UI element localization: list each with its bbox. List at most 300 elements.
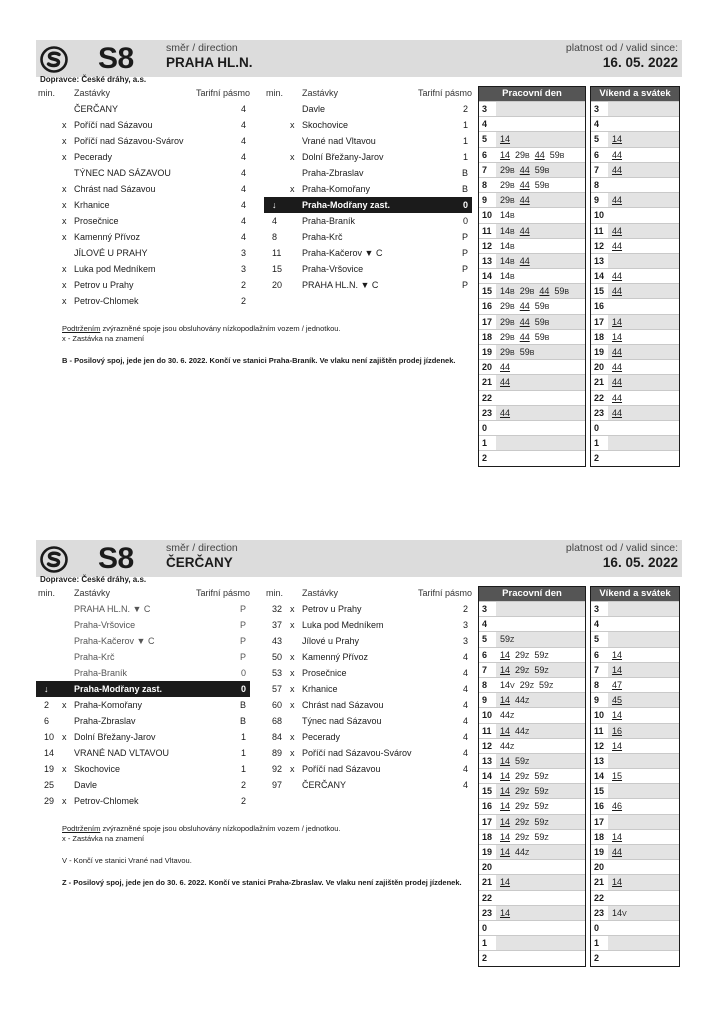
hour-cell: 6	[591, 148, 608, 162]
hour-cell: 4	[479, 617, 496, 631]
line-number: S8	[98, 42, 134, 75]
hour-cell: 4	[591, 117, 608, 131]
request-stop-mark: x	[290, 668, 295, 678]
minutes-cell	[608, 936, 679, 950]
tariff-zone: P	[461, 232, 468, 242]
tariff-zone: 0	[462, 200, 468, 210]
validity-label: platnost od / valid since:	[565, 42, 678, 54]
tariff-zone: P	[239, 652, 246, 662]
stop-row	[36, 665, 250, 681]
hour-cell: 19	[591, 845, 608, 859]
hour-row	[591, 677, 679, 692]
hour-row	[591, 616, 679, 631]
stop-row	[264, 697, 472, 713]
tariff-zone: 4	[240, 120, 246, 130]
request-stop-mark: x	[290, 120, 295, 130]
request-stop-mark: x	[290, 184, 295, 194]
hour-row	[479, 101, 585, 116]
tariff-zone: 4	[462, 748, 468, 758]
hour-cell: 9	[591, 693, 608, 707]
stop-name: Chrást nad Sázavou	[74, 184, 156, 194]
hour-cell: 7	[479, 163, 496, 177]
hour-row	[591, 768, 679, 783]
hour-row	[591, 783, 679, 798]
hour-cell: 11	[591, 224, 608, 238]
hour-cell: 6	[591, 648, 608, 662]
hour-cell: 10	[591, 208, 608, 222]
hour-row	[479, 329, 585, 344]
hour-row	[591, 253, 679, 268]
stop-name: Praha-Zbraslav	[74, 716, 136, 726]
hour-cell: 14	[591, 269, 608, 283]
minutes-cell: 14 59Z	[496, 754, 585, 768]
hour-cell: 17	[479, 315, 496, 329]
request-stop-mark: x	[62, 796, 67, 806]
hour-row	[479, 450, 585, 465]
minutes-cell: 14 29Z 59Z	[496, 784, 585, 798]
hour-row	[479, 662, 585, 677]
tariff-zone: 2	[240, 780, 246, 790]
stop-row	[36, 133, 250, 149]
hour-row	[479, 738, 585, 753]
stop-row	[264, 133, 472, 149]
tariff-zone: P	[239, 604, 246, 614]
hour-row	[591, 844, 679, 859]
minutes-cell: 14 44Z	[496, 693, 585, 707]
stop-row	[36, 149, 250, 165]
tariff-zone: 4	[240, 168, 246, 178]
hour-row	[479, 829, 585, 844]
hour-row	[479, 359, 585, 374]
minutes-cell	[608, 754, 679, 768]
tariff-zone: 4	[240, 184, 246, 194]
stop-row	[264, 665, 472, 681]
hour-cell: 19	[591, 345, 608, 359]
hour-row	[591, 738, 679, 753]
weekday-table	[478, 586, 586, 967]
hour-row	[479, 314, 585, 329]
stops-header	[264, 85, 472, 101]
lowfloor-note-underlined: Podtržením	[62, 824, 101, 833]
stop-row	[36, 213, 250, 229]
weekend-table-header: Víkend a svátek	[591, 587, 679, 601]
tariff-zone: 3	[462, 636, 468, 646]
stop-minutes: 68	[272, 716, 283, 726]
stop-name: Praha-Vršovice	[74, 620, 136, 630]
stop-row	[36, 633, 250, 649]
stop-minutes: 8	[272, 232, 278, 242]
minutes-cell: 14 44Z	[496, 724, 585, 738]
stop-row	[264, 229, 472, 245]
hour-row	[479, 874, 585, 889]
minutes-cell	[608, 632, 679, 646]
stops-header	[36, 85, 250, 101]
tariff-zone: 4	[462, 780, 468, 790]
hour-row	[479, 192, 585, 207]
hour-row	[591, 116, 679, 131]
minutes-cell: 44	[608, 224, 679, 238]
hour-cell: 18	[479, 830, 496, 844]
stop-row	[36, 617, 250, 633]
minutes-cell: 14V 29Z 59Z	[496, 678, 585, 692]
hour-cell: 5	[591, 632, 608, 646]
minutes-cell	[608, 421, 679, 435]
hour-cell: 7	[479, 663, 496, 677]
hour-row	[591, 874, 679, 889]
minutes-cell: 59Z	[496, 632, 585, 646]
hour-row	[591, 283, 679, 298]
tariff-zone: 1	[462, 136, 468, 146]
weekend-table-header: Víkend a svátek	[591, 87, 679, 101]
minutes-cell: 29B 44 59B	[496, 299, 585, 313]
stop-name: Poříčí nad Sázavou	[74, 120, 153, 130]
hour-cell: 20	[479, 360, 496, 374]
stop-minutes: 14	[44, 748, 55, 758]
tariff-zone: 2	[240, 280, 246, 290]
request-stop-mark: x	[62, 200, 67, 210]
hour-cell: 13	[479, 254, 496, 268]
stop-row	[264, 117, 472, 133]
hour-cell: 2	[479, 451, 496, 465]
tariff-zone: 2	[240, 796, 246, 806]
hour-row	[591, 238, 679, 253]
tariff-zone: 2	[240, 296, 246, 306]
request-stop-mark: x	[290, 620, 295, 630]
stop-name: Dolní Břežany-Jarov	[74, 732, 156, 742]
hour-cell: 0	[591, 421, 608, 435]
hour-row	[591, 390, 679, 405]
stop-row	[264, 245, 472, 261]
hour-cell: 9	[479, 193, 496, 207]
stop-minutes: 53	[272, 668, 283, 678]
minutes-cell: 14	[608, 315, 679, 329]
minutes-cell: 44Z	[496, 708, 585, 722]
stop-header: Zastávky	[302, 88, 339, 98]
minutes-cell	[496, 921, 585, 935]
minutes-cell: 29B 59B	[496, 345, 585, 359]
hour-row	[479, 298, 585, 313]
stop-row	[36, 745, 250, 761]
minutes-cell: 14 29Z 59Z	[496, 815, 585, 829]
stop-name: Kamenný Přívoz	[302, 652, 369, 662]
hour-cell: 3	[591, 602, 608, 616]
minutes-cell: 14	[608, 330, 679, 344]
hour-row	[479, 207, 585, 222]
extra-note: V - Končí ve stanici Vrané nad Vltavou.	[62, 856, 192, 865]
hour-cell: 21	[591, 375, 608, 389]
minutes-cell: 14	[496, 875, 585, 889]
minutes-cell	[608, 951, 679, 965]
tariff-zone: 1	[462, 120, 468, 130]
request-stop-mark: x	[62, 732, 67, 742]
tariff-zone: 4	[240, 152, 246, 162]
hour-cell: 1	[591, 436, 608, 450]
stop-row	[264, 601, 472, 617]
hour-cell: 5	[479, 632, 496, 646]
stop-minutes: 60	[272, 700, 283, 710]
hour-cell: 9	[479, 693, 496, 707]
tariff-zone: 1	[240, 748, 246, 758]
tariff-zone: 0	[462, 216, 468, 226]
stops-header	[264, 585, 472, 601]
minutes-cell	[608, 602, 679, 616]
minutes-cell: 14 29Z 59Z	[496, 799, 585, 813]
hour-row	[479, 768, 585, 783]
tariff-zone: 4	[462, 764, 468, 774]
hour-cell: 20	[591, 360, 608, 374]
minutes-cell: 14B 29B 44 59B	[496, 284, 585, 298]
minutes-cell: 44	[608, 284, 679, 298]
stop-row	[36, 117, 250, 133]
validity-date: 16. 05. 2022	[602, 55, 678, 70]
stop-name: Praha-Komořany	[302, 184, 371, 194]
stop-name: Krhanice	[302, 684, 338, 694]
hour-cell: 6	[479, 148, 496, 162]
tariff-zone: B	[239, 716, 246, 726]
minutes-cell: 44	[608, 375, 679, 389]
hour-cell: 18	[591, 830, 608, 844]
minutes-cell	[608, 921, 679, 935]
hour-row	[479, 783, 585, 798]
stop-name: ČERČANY	[74, 104, 119, 114]
hour-cell: 3	[479, 602, 496, 616]
stop-name: VRANÉ NAD VLTAVOU	[74, 748, 170, 758]
hour-cell: 15	[479, 784, 496, 798]
hour-row	[479, 905, 585, 920]
minutes-cell	[496, 936, 585, 950]
stop-minutes: 32	[272, 604, 283, 614]
request-stop-mark: x	[290, 652, 295, 662]
hour-cell: 0	[479, 921, 496, 935]
minutes-cell: 44	[608, 360, 679, 374]
hour-cell: 13	[591, 254, 608, 268]
hour-cell: 3	[479, 102, 496, 116]
hour-row	[479, 631, 585, 646]
hour-row	[591, 814, 679, 829]
hour-cell: 1	[591, 936, 608, 950]
minutes-cell: 14V	[608, 906, 679, 920]
lowfloor-note	[62, 824, 472, 834]
tariff-zone: 4	[240, 200, 246, 210]
hour-cell: 11	[479, 724, 496, 738]
hour-cell: 4	[479, 117, 496, 131]
minutes-cell: 14	[496, 906, 585, 920]
hour-cell: 10	[479, 208, 496, 222]
hour-cell: 23	[591, 406, 608, 420]
hour-cell: 4	[591, 617, 608, 631]
hour-cell: 6	[479, 648, 496, 662]
stop-row	[264, 777, 472, 793]
hour-row	[591, 329, 679, 344]
minutes-cell: 44	[608, 163, 679, 177]
hour-row	[591, 101, 679, 116]
minutes-cell: 16	[608, 724, 679, 738]
stop-header: Zastávky	[74, 88, 111, 98]
stop-name: Praha-Zbraslav	[302, 168, 364, 178]
hour-row	[479, 253, 585, 268]
minutes-cell: 14 29Z 59Z	[496, 648, 585, 662]
stop-name: Praha-Modřany zast.	[74, 684, 163, 694]
hour-cell: 12	[591, 239, 608, 253]
weekend-table	[590, 586, 680, 967]
stop-name: Praha-Kačerov ▼ C	[302, 248, 383, 258]
hour-row	[591, 162, 679, 177]
hour-row	[479, 859, 585, 874]
hour-cell: 0	[479, 421, 496, 435]
direction-label: směr / direction	[166, 42, 238, 54]
hour-row	[479, 935, 585, 950]
hour-row	[479, 223, 585, 238]
hour-row	[591, 662, 679, 677]
minutes-cell: 14B	[496, 269, 585, 283]
carrier-name: Dopravce: České dráhy, a.s.	[40, 75, 147, 84]
stops-column	[264, 585, 472, 815]
line-number: S8	[98, 542, 134, 575]
tariff-zone: P	[461, 264, 468, 274]
minutes-cell	[496, 617, 585, 631]
hour-cell: 22	[479, 391, 496, 405]
stop-row	[264, 261, 472, 277]
hour-row	[479, 798, 585, 813]
stop-name: Praha-Krč	[74, 652, 115, 662]
minutes-cell: 14 29Z 59Z	[496, 769, 585, 783]
min-header: min.	[266, 588, 284, 598]
hour-cell: 16	[591, 799, 608, 813]
stop-name: Pecerady	[302, 732, 341, 742]
minutes-cell	[608, 208, 679, 222]
hour-cell: 5	[479, 132, 496, 146]
hour-row	[591, 223, 679, 238]
stop-row	[264, 213, 472, 229]
stop-minutes: 4	[272, 216, 278, 226]
minutes-cell: 14	[608, 648, 679, 662]
request-stop-note: x - Zastávka na znamení	[62, 834, 145, 843]
stop-row	[264, 101, 472, 117]
hour-row	[591, 647, 679, 662]
stop-name: Petrov u Prahy	[302, 604, 362, 614]
minutes-cell: 46	[608, 799, 679, 813]
timetable-sheet	[36, 40, 682, 486]
hour-cell: 10	[479, 708, 496, 722]
hour-cell: 18	[479, 330, 496, 344]
hour-cell: 14	[591, 769, 608, 783]
hour-row	[591, 131, 679, 146]
hour-cell: 21	[479, 375, 496, 389]
hour-cell: 15	[591, 784, 608, 798]
stop-minutes: 25	[44, 780, 55, 790]
tariff-zone: 4	[240, 216, 246, 226]
hour-cell: 3	[591, 102, 608, 116]
hour-row	[479, 814, 585, 829]
tariff-zone: 2	[462, 104, 468, 114]
stop-row	[264, 165, 472, 181]
validity-date: 16. 05. 2022	[602, 555, 678, 570]
hour-row	[479, 405, 585, 420]
request-stop-mark: x	[290, 732, 295, 742]
hour-cell: 15	[479, 284, 496, 298]
stop-row	[264, 713, 472, 729]
current-stop-row	[264, 197, 472, 213]
stop-minutes: 19	[44, 764, 55, 774]
request-stop-mark: x	[62, 764, 67, 774]
hour-cell: 15	[591, 284, 608, 298]
hour-row	[591, 707, 679, 722]
minutes-cell	[496, 421, 585, 435]
stop-name: Petrov-Chlomek	[74, 796, 139, 806]
hour-row	[591, 420, 679, 435]
minutes-cell	[608, 178, 679, 192]
stop-name: Pecerady	[74, 152, 113, 162]
tariff-zone: 4	[240, 232, 246, 242]
stop-name: TÝNEC NAD SÁZAVOU	[74, 168, 171, 178]
stop-row	[36, 293, 250, 309]
lowfloor-note-underlined: Podtržením	[62, 324, 101, 333]
stop-minutes: 6	[44, 716, 50, 726]
stop-row	[264, 761, 472, 777]
hour-cell: 23	[591, 906, 608, 920]
hour-cell: 21	[591, 875, 608, 889]
request-stop-mark: x	[62, 120, 67, 130]
tariff-zone: B	[239, 700, 246, 710]
minutes-cell: 29B 44	[496, 193, 585, 207]
stop-minutes: 97	[272, 780, 283, 790]
validity-label: platnost od / valid since:	[565, 542, 678, 554]
stop-name: Týnec nad Sázavou	[302, 716, 382, 726]
stop-row	[36, 793, 250, 809]
minutes-cell: 47	[608, 678, 679, 692]
stop-minutes: 10	[44, 732, 55, 742]
stop-minutes: 11	[272, 248, 282, 258]
stop-header: Zastávky	[74, 588, 111, 598]
header-bar	[36, 540, 682, 577]
hour-cell: 22	[479, 891, 496, 905]
stop-name: Poříčí nad Sázavou-Svárov	[302, 748, 412, 758]
hour-row	[591, 859, 679, 874]
hour-cell: 8	[591, 178, 608, 192]
minutes-cell	[608, 254, 679, 268]
hour-row	[479, 844, 585, 859]
hour-row	[591, 631, 679, 646]
minutes-cell	[496, 117, 585, 131]
hour-row	[591, 314, 679, 329]
stop-name: Praha-Kačerov ▼ C	[74, 636, 155, 646]
tariff-zone: 3	[462, 620, 468, 630]
hour-row	[479, 707, 585, 722]
minutes-cell	[608, 102, 679, 116]
hour-row	[479, 238, 585, 253]
stop-name: PRAHA HL.N. ▼ C	[74, 604, 151, 614]
stop-row	[264, 649, 472, 665]
tariff-zone: 4	[462, 652, 468, 662]
hour-row	[591, 935, 679, 950]
minutes-cell	[496, 102, 585, 116]
hour-cell: 14	[479, 269, 496, 283]
minutes-cell	[608, 784, 679, 798]
hour-row	[479, 723, 585, 738]
hour-cell: 12	[591, 739, 608, 753]
request-stop-mark: x	[62, 296, 67, 306]
hour-row	[479, 890, 585, 905]
hour-row	[591, 359, 679, 374]
request-stop-mark: x	[62, 264, 67, 274]
request-stop-mark: x	[62, 184, 67, 194]
stop-name: Poříčí nad Sázavou-Svárov	[74, 136, 184, 146]
hour-cell: 17	[591, 815, 608, 829]
request-stop-mark: x	[62, 216, 67, 226]
stop-minutes: 20	[272, 280, 283, 290]
hour-cell: 22	[591, 891, 608, 905]
minutes-cell: 14 29B 44 59B	[496, 148, 585, 162]
